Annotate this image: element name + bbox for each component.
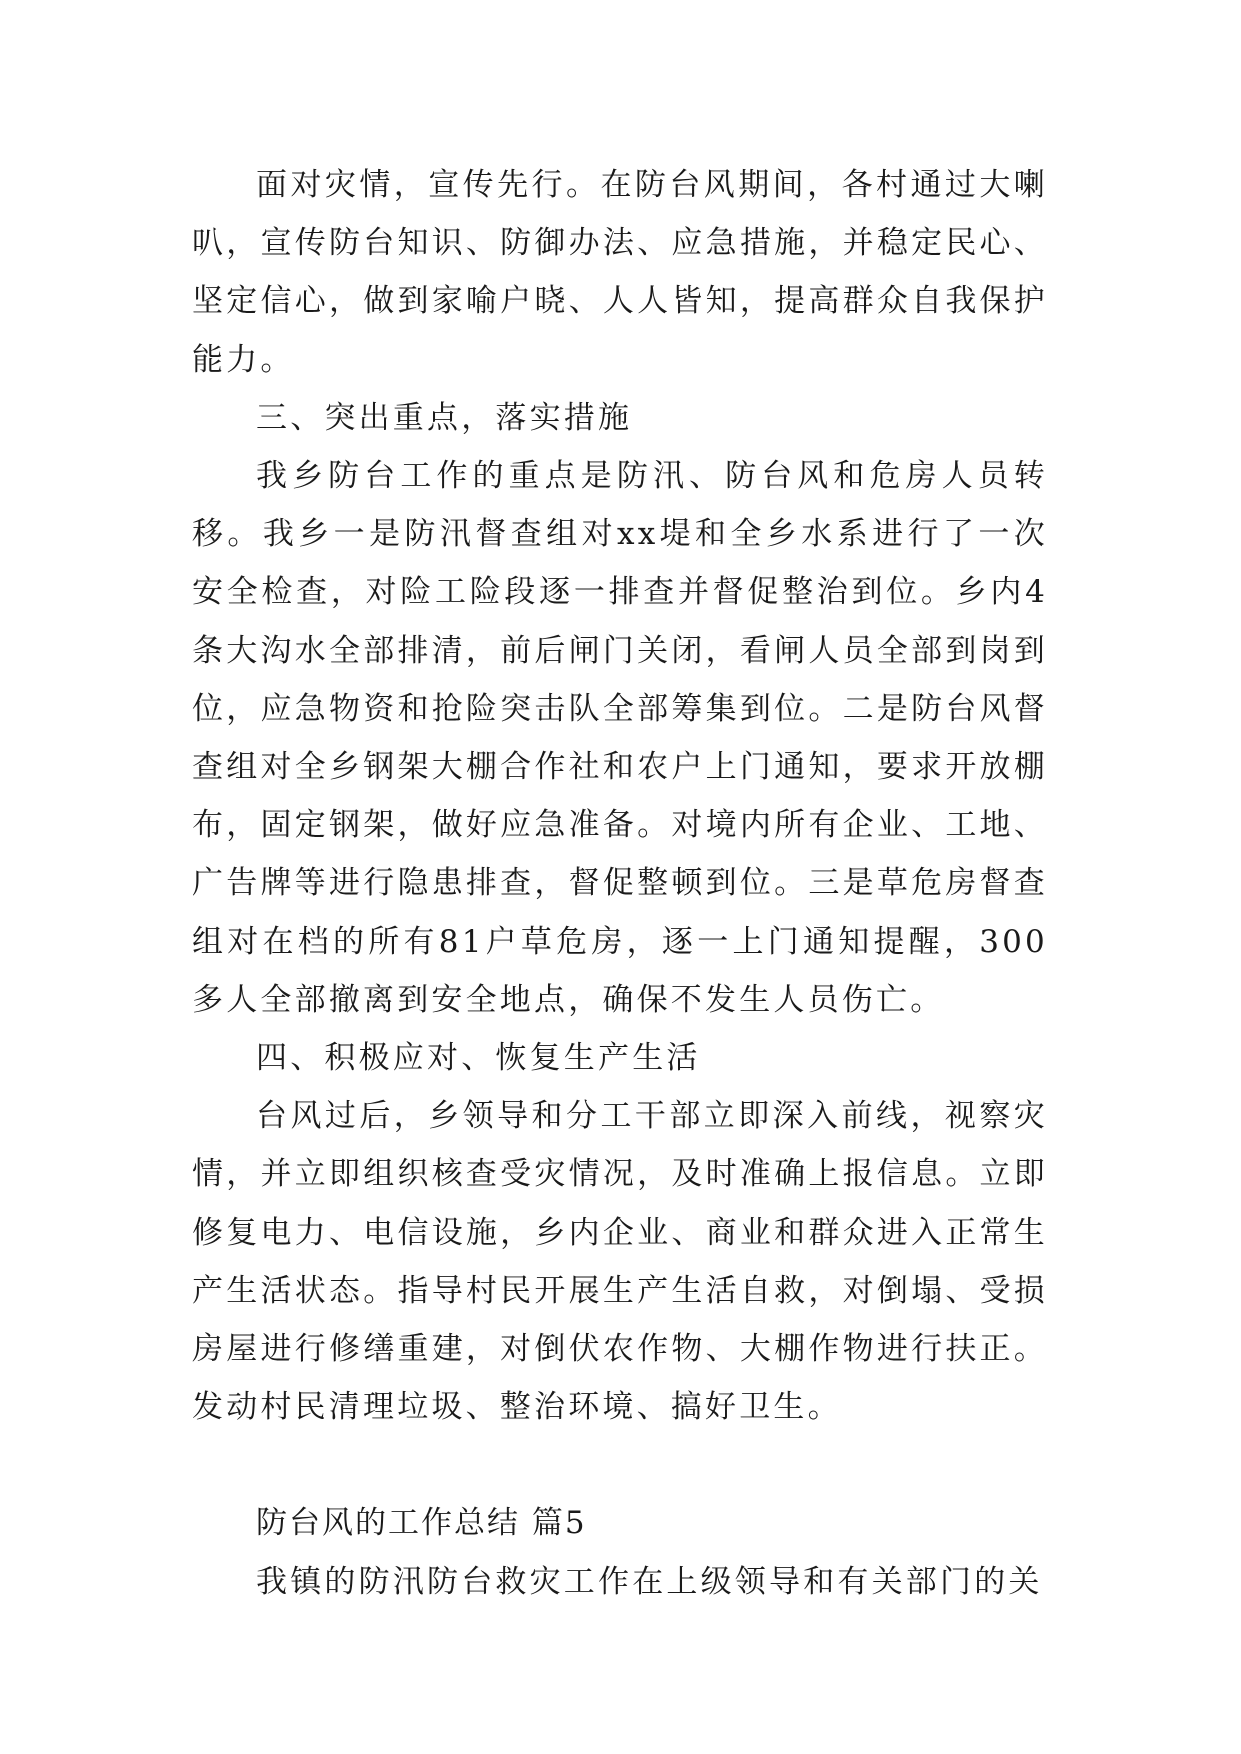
section-heading-3: 三、突出重点，落实措施	[256, 399, 633, 436]
paragraph-publicity: 面对灾情，宣传先行。在防台风期间，各村通过大喇叭，宣传防台知识、防御办法、应急措施，并稳定民心、坚定信心，做到家喻户晓、人人皆知，提高群众自我保护能力。	[192, 167, 1048, 378]
paragraph-recovery: 台风过后，乡领导和分工干部立即深入前线，视察灾情，并立即组织核查受灾情况，及时准确上报信息。立即修复电力、电信设施，乡内企业、商业和群众进入正常生产生活状态。指导村民开展生产生活自救，对倒塌、受损房屋进行修缮重建，对倒伏农作物、大棚作物进行扶正。发动村民清理垃圾、整治环境、搞好卫生。	[192, 1098, 1048, 1426]
paragraph-article-5-intro: 我镇的防汛防台救灾工作在上级领导和有关部门的关	[256, 1563, 1043, 1600]
article-title-5: 防台风的工作总结 篇5	[256, 1505, 587, 1542]
section-heading-4: 四、积极应对、恢复生产生活	[256, 1040, 701, 1077]
paragraph-key-measures: 我乡防台工作的重点是防汛、防台风和危房人员转移。我乡一是防汛督查组对xx堤和全乡水系进行了一次安全检查，对险工险段逐一排查并督促整治到位。乡内4条大沟水全部排清，前后闸门关闭，看闸人员全部到岗到位，应急物资和抢险突击队全部筹集到位。二是防台风督查组对全乡钢架大棚合作社和农户上门通知，要求开放棚布，固定钢架，做好应急准备。对境内所有企业、工地、广告牌等进行隐患排查，督促整顿到位。三是草危房督查组对在档的所有81户草危房，逐一上门通知提醒，300多人全部撤离到安全地点，确保不发生人员伤亡。	[192, 458, 1048, 1018]
document-body	[192, 156, 1048, 1611]
